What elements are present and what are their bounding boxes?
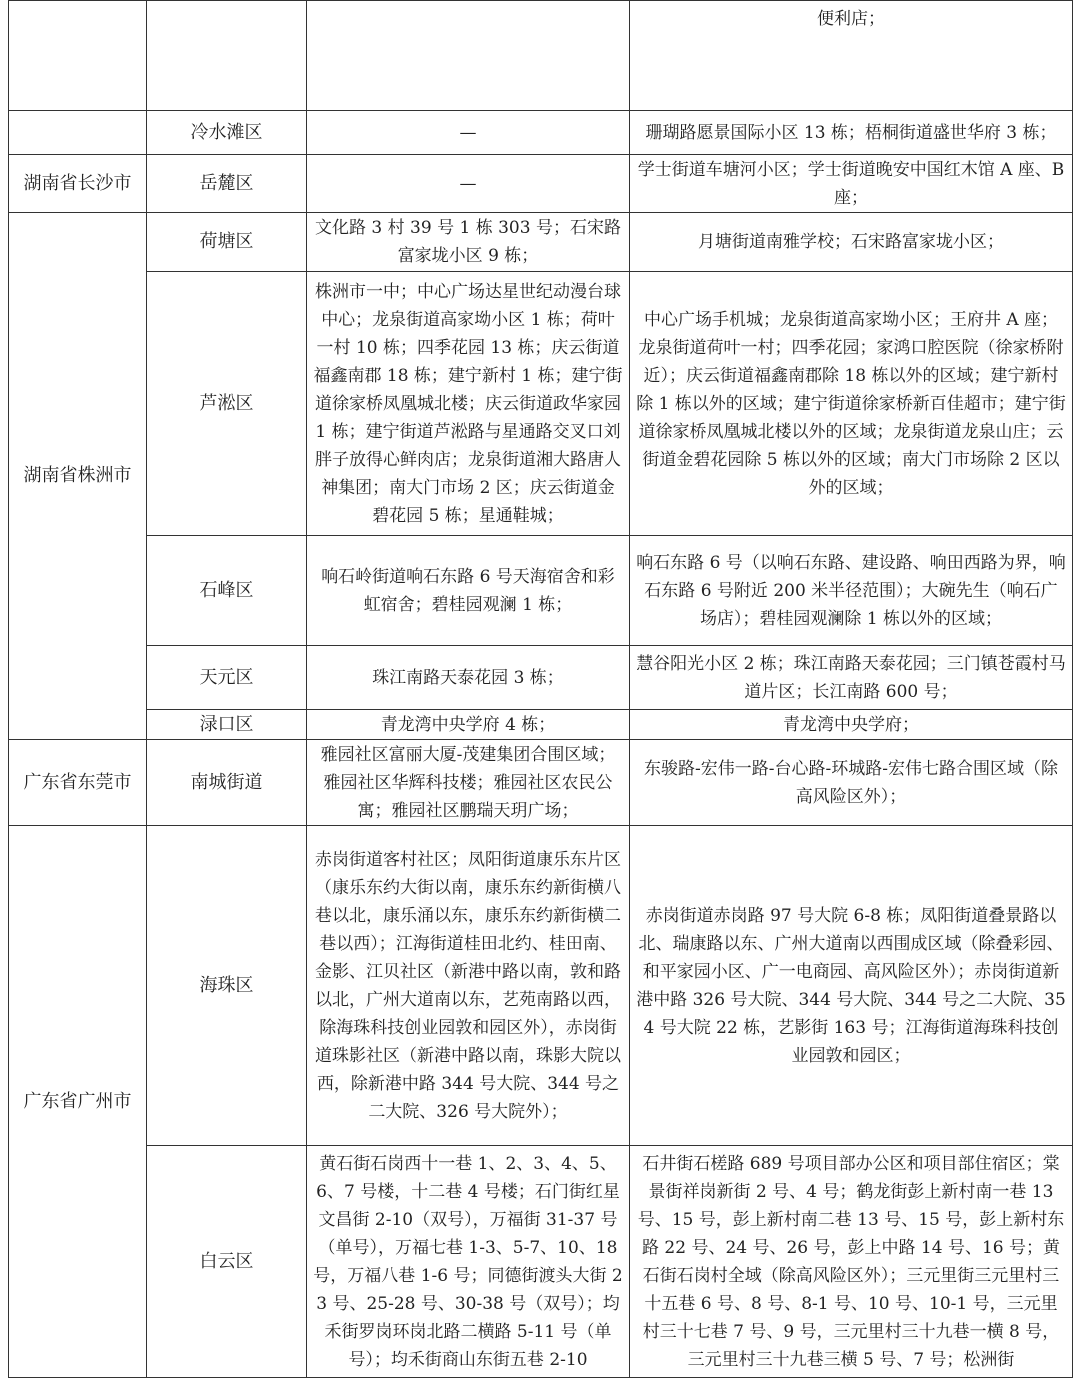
medium-risk-cell [307,1,630,111]
table-row [9,536,1073,646]
table-row [9,272,1073,536]
medium-risk-cell: 青龙湾中央学府 4 栋； [307,710,630,740]
city-cell: 广东省广州市 [9,826,147,1378]
district-cell: 渌口区 [147,710,307,740]
table-row [9,710,1073,740]
medium-risk-cell: — [307,111,630,155]
medium-risk-cell: 株洲市一中；中心广场达星世纪动漫台球中心；龙泉街道高家坳小区 1 栋；荷叶一村 10 栋；四季花园 13 栋；庆云街道福鑫南郡 18 栋；建宁新村 1 栋；建宁街道徐家桥凤凰城北楼；庆云街道政华家园 1 栋；建宁街道芦淞路与星通路交叉口刘胖子放得心鲜肉店；龙泉街道湘大路唐人神集团；南大门市场 2 区；庆云街道金碧花园 5 栋；星通鞋城； [307,272,630,536]
district-cell: 芦淞区 [147,272,307,536]
district-cell: 天元区 [147,646,307,710]
city-cell: 广东省东莞市 [9,740,147,826]
district-cell: 石峰区 [147,536,307,646]
medium-risk-cell: 赤岗街道客村社区；凤阳街道康乐东片区（康乐东约大街以南，康乐东约新街横八巷以北，康乐涌以东，康乐东约新街横二巷以西）；江海街道桂田北约、桂田南、金影、江贝社区（新港中路以南，敦和路以北，广州大道南以东，艺苑南路以西，除海珠科技创业园敦和园区外），赤岗街道珠影社区（新港中路以南，珠影大院以西，除新港中路 344 号大院、344 号之二大院、326 号大院外）； [307,826,630,1146]
low-risk-cell: 石井街石槎路 689 号项目部办公区和项目部住宿区；棠景街祥岗新街 2 号、4 号；鹤龙街彭上新村南一巷 13 号、15 号，彭上新村南二巷 13 号、15 号，彭上新村东路 22 号、24 号、26 号，彭上中路 14 号、16 号；黄石街石岗村全域（除高风险区外）；三元里街三元里村三十五巷 6 号、8 号、8-1 号、10 号、10-1 号，三元里村三十七巷 7 号、9 号，三元里村三十九巷一横 8 号，三元里村三十九巷三横 5 号、7 号；松洲街 [630,1146,1073,1378]
low-risk-cell: 青龙湾中央学府； [630,710,1073,740]
district-cell: 白云区 [147,1146,307,1378]
low-risk-cell: 月塘街道南雅学校；石宋路富家垅小区； [630,213,1073,272]
medium-risk-cell: — [307,155,630,213]
medium-risk-cell: 文化路 3 村 39 号 1 栋 303 号；石宋路富家垅小区 9 栋； [307,213,630,272]
district-cell [147,1,307,111]
table-row [9,1,1073,111]
district-cell: 冷水滩区 [147,111,307,155]
low-risk-cell: 东骏路-宏伟一路-台心路-环城路-宏伟七路合围区域（除高风险区外）； [630,740,1073,826]
low-risk-cell: 响石东路 6 号（以响石东路、建设路、响田西路为界，响石东路 6 号附近 200 米半径范围）；大碗先生（响石广场店）；碧桂园观澜除 1 栋以外的区域； [630,536,1073,646]
district-cell: 荷塘区 [147,213,307,272]
low-risk-cell: 赤岗街道赤岗路 97 号大院 6-8 栋；凤阳街道叠景路以北、瑞康路以东、广州大道南以西围成区域（除叠彩园、和平家园小区、广一电商园、高风险区外）；赤岗街道新港中路 326 号大院、344 号大院、344 号之二大院、354 号大院 22 栋，艺影街 163 号；江海街道海珠科技创业园敦和园区； [630,826,1073,1146]
table-row [9,111,1073,155]
table-row [9,1146,1073,1378]
medium-risk-cell: 黄石街石岗西十一巷 1、2、3、4、5、6、7 号楼，十二巷 4 号楼；石门街红星文昌街 2-10（双号），万福街 31-37 号（单号），万福七巷 1-3、5-7、10、18 号，万福八巷 1-6 号；同德街渡头大街 23 号、25-28 号、30-38 号（双号）；均禾街罗岗环岗北路二横路 5-11 号（单号）；均禾街商山东街五巷 2-10 [307,1146,630,1378]
table-row [9,826,1073,1146]
district-cell: 南城街道 [147,740,307,826]
medium-risk-cell: 雅园社区富丽大厦-茂建集团合围区域；雅园社区华辉科技楼；雅园社区农民公寓；雅园社区鹏瑞天玥广场； [307,740,630,826]
risk-area-table [8,0,1073,1378]
low-risk-cell: 慧谷阳光小区 2 栋；珠江南路天泰花园；三门镇苍霞村马道片区；长江南路 600 号； [630,646,1073,710]
city-cell [9,111,147,155]
city-cell: 湖南省长沙市 [9,155,147,213]
district-cell: 岳麓区 [147,155,307,213]
city-cell [9,1,147,111]
low-risk-cell: 学士街道车塘河小区；学士街道晚安中国红木馆 A 座、B 座； [630,155,1073,213]
table-row [9,646,1073,710]
table-row [9,740,1073,826]
city-cell: 湖南省株洲市 [9,213,147,740]
table-row [9,155,1073,213]
low-risk-cell: 便利店； [630,1,1073,111]
table-row [9,213,1073,272]
district-cell: 海珠区 [147,826,307,1146]
low-risk-cell: 中心广场手机城；龙泉街道高家坳小区；王府井 A 座；龙泉街道荷叶一村；四季花园；家鸿口腔医院（徐家桥附近）；庆云街道福鑫南郡除 18 栋以外的区域；建宁新村除 1 栋以外的区域；建宁街道徐家桥新百佳超市；建宁街道徐家桥凤凰城北楼以外的区域；龙泉街道龙泉山庄；云街道金碧花园除 5 栋以外的区域；南大门市场除 2 区以外的区域； [630,272,1073,536]
medium-risk-cell: 珠江南路天泰花园 3 栋； [307,646,630,710]
low-risk-cell: 珊瑚路愿景国际小区 13 栋；梧桐街道盛世华府 3 栋； [630,111,1073,155]
medium-risk-cell: 响石岭街道响石东路 6 号天海宿舍和彩虹宿舍；碧桂园观澜 1 栋； [307,536,630,646]
